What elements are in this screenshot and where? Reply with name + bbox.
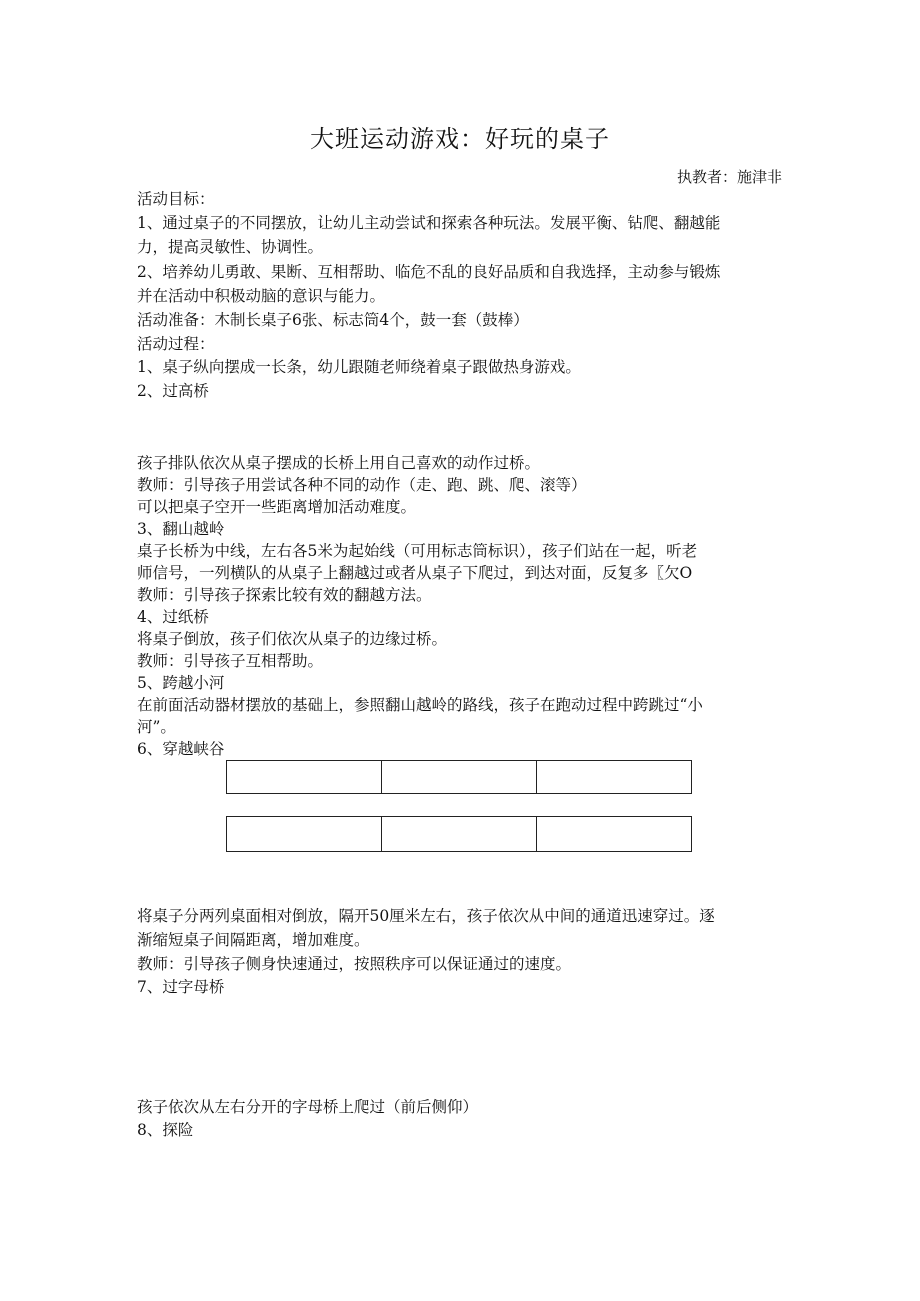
text-line: 教师：引导孩子互相帮助。 xyxy=(137,652,324,670)
text-line: 河”。 xyxy=(137,718,176,736)
text-line: 3、翻山越岭 xyxy=(137,520,225,538)
table-row xyxy=(226,816,692,852)
text-line: 教师：引导孩子侧身快速通过，按照秩序可以保证通过的速度。 xyxy=(137,955,572,973)
text-line: 力，提高灵敏性、协调性。 xyxy=(137,238,324,256)
text-line: 渐缩短桌子间隔距离，增加难度。 xyxy=(137,931,370,949)
table-cell xyxy=(227,817,382,851)
text-line: 可以把桌子空开一些距离增加活动难度。 xyxy=(137,498,417,516)
text-line: 1、桌子纵向摆成一长条，幼儿跟随老师绕着桌子跟做热身游戏。 xyxy=(137,358,581,376)
text-line: 教师：引导孩子探索比较有效的翻越方法。 xyxy=(137,586,432,604)
text-line: 孩子依次从左右分开的字母桥上爬过（前后侧仰） xyxy=(137,1098,479,1116)
table-cell xyxy=(382,817,537,851)
text-line: 师信号，一列横队的从桌子上翻越过或者从桌子下爬过，到达对面，反复多〖欠O xyxy=(137,564,693,582)
text-line: 在前面活动器材摆放的基础上，参照翻山越岭的路线，孩子在跑动过程中跨跳过“小 xyxy=(137,696,703,714)
text-line: 教师：引导孩子用尝试各种不同的动作（走、跑、跳、爬、滚等） xyxy=(137,476,587,494)
author-line: 执教者：施津非 xyxy=(676,168,782,186)
text-line: 2、过高桥 xyxy=(137,382,209,400)
text-line: 活动目标： xyxy=(137,190,215,208)
table-cell xyxy=(382,761,537,793)
text-line: 并在活动中积极动脑的意识与能力。 xyxy=(137,287,386,305)
text-line: 1、通过桌子的不同摆放，让幼儿主动尝试和探索各种玩法。发展平衡、钻爬、翻越能 xyxy=(137,214,721,232)
canyon-diagram xyxy=(226,816,692,852)
text-line: 2、培养幼儿勇敢、果断、互相帮助、临危不乱的良好品质和自我选择，主动参与锻炼 xyxy=(137,263,721,281)
text-line: 桌子长桥为中线，左右各5米为起始线（可用标志筒标识），孩子们站在一起，听老 xyxy=(137,542,698,560)
text-line: 将桌子分两列桌面相对倒放，隔开50厘米左右，孩子依次从中间的通道迅速穿过。逐 xyxy=(137,907,715,925)
canyon-diagram xyxy=(226,760,692,794)
text-line: 活动过程： xyxy=(137,335,215,353)
text-line: 8、探险 xyxy=(137,1121,194,1139)
text-line: 活动准备：木制长桌子6张、标志筒4个，鼓一套（鼓棒） xyxy=(137,311,529,329)
table-row xyxy=(226,760,692,794)
text-line: 4、过纸桥 xyxy=(137,608,209,626)
page-title: 大班运动游戏：好玩的桌子 xyxy=(310,125,610,153)
text-line: 6、穿越峡谷 xyxy=(137,740,225,758)
text-line: 将桌子倒放，孩子们依次从桌子的边缘过桥。 xyxy=(137,630,448,648)
text-line: 5、跨越小河 xyxy=(137,674,225,692)
table-cell xyxy=(537,817,691,851)
text-line: 7、过字母桥 xyxy=(137,978,225,996)
text-line: 孩子排队依次从桌子摆成的长桥上用自己喜欢的动作过桥。 xyxy=(137,454,541,472)
table-cell xyxy=(227,761,382,793)
table-cell xyxy=(537,761,691,793)
